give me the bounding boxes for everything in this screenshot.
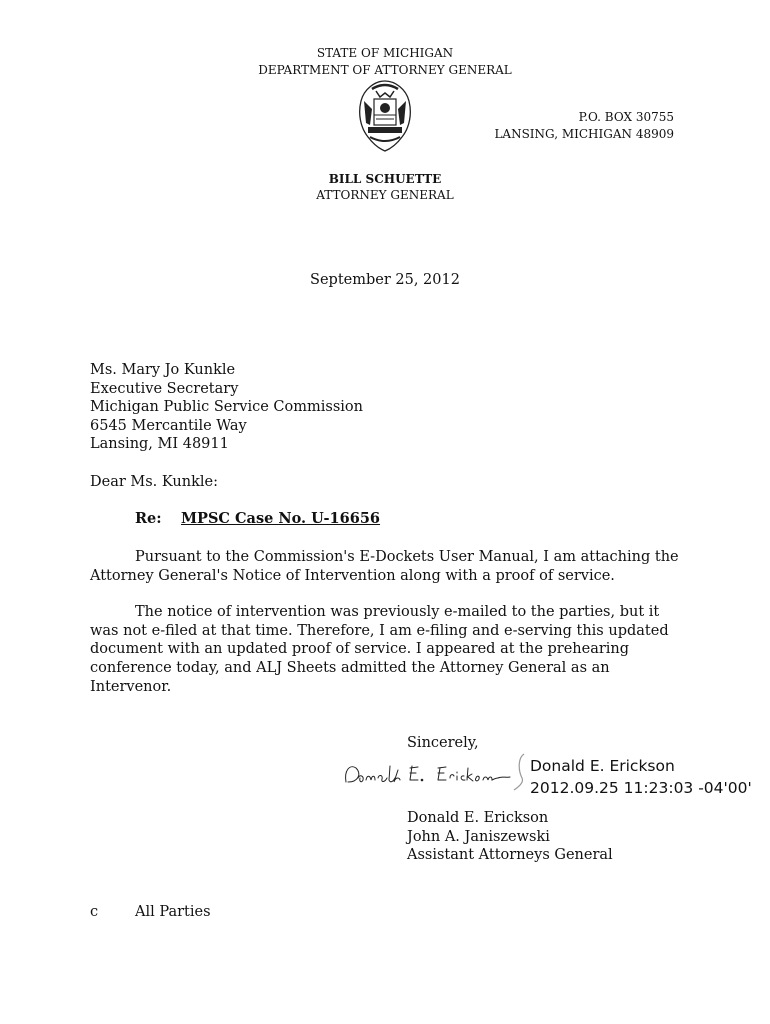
digital-signature-stamp <box>530 755 752 799</box>
recipient-name: Ms. Mary Jo Kunkle <box>90 362 236 378</box>
letter-date: September 25, 2012 <box>310 272 460 288</box>
paragraph: The notice of intervention was previously e-mailed to the parties, but it was not e-filed at that time. Therefore, I am e-filing and e-serving this updated document with an updated proof of service. I appeared at the prehearing conference today, and ALJ Sheets admitted the Attorney General as an Intervenor. <box>90 604 669 695</box>
re-label: Re: <box>135 510 162 527</box>
attorney-general-name: BILL SCHUETTE <box>328 172 442 186</box>
salutation: Dear Ms. Kunkle: <box>90 474 218 490</box>
cc-label: c <box>90 904 99 920</box>
recipient-title: Executive Secretary <box>90 380 239 397</box>
letter-body <box>90 548 690 696</box>
recipient-org: Michigan Public Service Commission <box>90 399 363 416</box>
attorney-general-title: ATTORNEY GENERAL <box>316 188 454 202</box>
handwritten-signature <box>340 756 515 790</box>
letterhead-city: LANSING, MICHIGAN 48909 <box>494 127 674 141</box>
signer-name: John A. Janiszewski <box>407 828 550 845</box>
recipient-city: Lansing, MI 48911 <box>90 436 229 453</box>
michigan-seal-icon <box>350 79 420 153</box>
paragraph: Pursuant to the Commission's E-Dockets User Manual, I am attaching the Attorney General's Notice of Intervention along with a proof of service. <box>90 549 679 584</box>
re-subject: MPSC Case No. U-16656 <box>181 510 381 527</box>
digital-signature-name: Donald E. Erickson <box>530 757 675 775</box>
digital-signature-timestamp: 2012.09.25 11:23:03 -04'00' <box>530 779 752 797</box>
letterhead-state: STATE OF MICHIGAN <box>316 46 454 60</box>
recipient-street: 6545 Mercantile Way <box>90 417 247 434</box>
closing: Sincerely, <box>407 735 479 751</box>
cc-recipients: All Parties <box>135 904 211 920</box>
recipient-address <box>90 361 363 454</box>
signer-title: Assistant Attorneys General <box>407 847 613 864</box>
letterhead-po-box: P.O. BOX 30755 <box>578 110 674 124</box>
signer-name: Donald E. Erickson <box>407 810 549 826</box>
letterhead-department: DEPARTMENT OF ATTORNEY GENERAL <box>258 63 512 77</box>
signer-block <box>407 809 613 865</box>
signature-mark <box>510 752 530 792</box>
